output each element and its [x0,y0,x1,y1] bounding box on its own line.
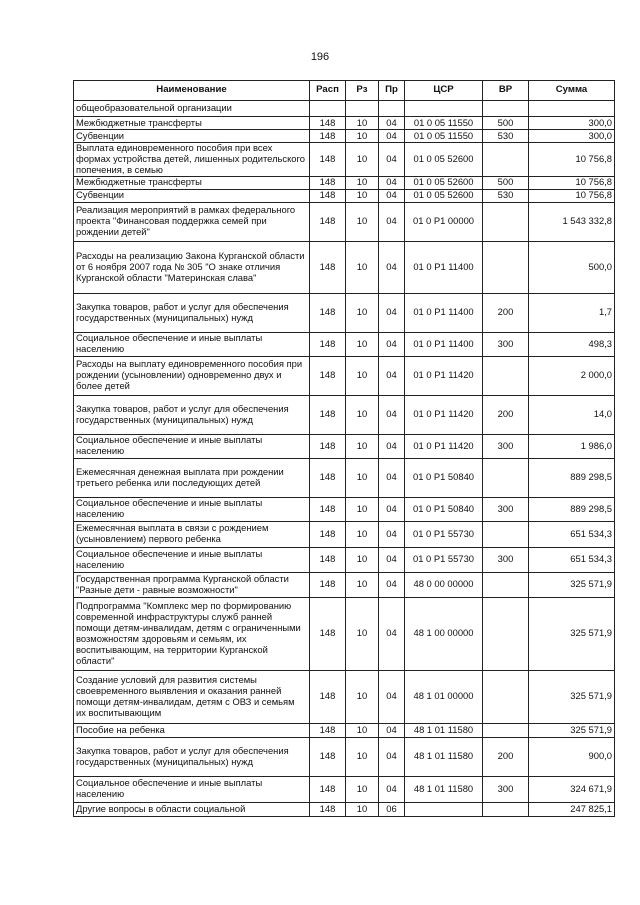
cell-csr: 01 0 P1 11400 [405,293,483,332]
cell-pr: 04 [379,458,405,497]
header-rz: Рз [346,81,379,101]
cell-pr: 04 [379,143,405,177]
table-row [74,176,615,189]
cell-vr: 200 [483,395,529,434]
cell-csr: 01 0 P1 11420 [405,395,483,434]
cell-name: общеобразовательной организации [74,101,310,117]
cell-pr: 04 [379,176,405,189]
cell-name: Межбюджетные трансферты [74,117,310,130]
cell-vr [483,802,529,816]
cell-rz: 10 [346,241,379,293]
cell-sum: 1,7 [529,293,615,332]
table-row [74,597,615,670]
cell-rz: 10 [346,723,379,737]
cell-vr: 500 [483,117,529,130]
cell-rasp: 148 [310,597,346,670]
cell-name: Закупка товаров, работ и услуг для обеспечения государственных (муниципальных) нужд [74,737,310,776]
table-row [74,395,615,434]
cell-rasp: 148 [310,723,346,737]
cell-pr: 04 [379,521,405,547]
table-row [74,332,615,356]
cell-rz: 10 [346,434,379,458]
cell-name: Субвенции [74,189,310,202]
cell-csr: 48 1 01 11580 [405,723,483,737]
cell-rz [346,101,379,117]
table-row [74,130,615,143]
cell-sum: 10 756,8 [529,176,615,189]
cell-rasp: 148 [310,776,346,802]
cell-csr: 48 1 01 11580 [405,776,483,802]
cell-pr: 04 [379,597,405,670]
cell-name: Реализация мероприятий в рамках федерального проекта "Финансовая поддержка семей при рождении детей" [74,202,310,241]
cell-vr [483,101,529,117]
header-sum: Сумма [529,81,615,101]
cell-rasp: 148 [310,332,346,356]
table-row [74,670,615,723]
cell-sum: 325 571,9 [529,597,615,670]
cell-csr: 01 0 P1 11400 [405,241,483,293]
table-row [74,189,615,202]
cell-rz: 10 [346,356,379,395]
cell-pr: 04 [379,356,405,395]
cell-pr: 04 [379,737,405,776]
table-row [74,458,615,497]
cell-rasp: 148 [310,572,346,597]
cell-csr: 01 0 P1 50840 [405,458,483,497]
cell-name: Социальное обеспечение и иные выплаты населению [74,497,310,521]
cell-rz: 10 [346,395,379,434]
cell-vr [483,723,529,737]
cell-pr: 04 [379,547,405,572]
cell-name: Пособие на ребенка [74,723,310,737]
cell-rz: 10 [346,737,379,776]
cell-csr: 01 0 P1 11420 [405,434,483,458]
table-row [74,356,615,395]
cell-vr: 300 [483,776,529,802]
cell-vr [483,356,529,395]
table-row [74,802,615,816]
cell-pr: 04 [379,497,405,521]
cell-sum: 325 571,9 [529,670,615,723]
cell-vr: 300 [483,497,529,521]
cell-pr: 04 [379,332,405,356]
cell-csr: 48 1 00 00000 [405,597,483,670]
cell-name: Субвенции [74,130,310,143]
cell-pr: 04 [379,434,405,458]
cell-rz: 10 [346,521,379,547]
cell-rasp: 148 [310,202,346,241]
cell-sum: 300,0 [529,117,615,130]
cell-rasp: 148 [310,737,346,776]
cell-rasp: 148 [310,356,346,395]
cell-sum: 889 298,5 [529,458,615,497]
cell-csr: 01 0 P1 11400 [405,332,483,356]
table-row [74,434,615,458]
cell-sum: 10 756,8 [529,143,615,177]
cell-rasp: 148 [310,802,346,816]
table-row [74,776,615,802]
cell-rasp: 148 [310,189,346,202]
cell-csr: 01 0 P1 00000 [405,202,483,241]
cell-name: Социальное обеспечение и иные выплаты населению [74,547,310,572]
table-row [74,737,615,776]
cell-name: Социальное обеспечение и иные выплаты населению [74,434,310,458]
cell-csr [405,802,483,816]
cell-rz: 10 [346,130,379,143]
cell-csr: 01 0 05 52600 [405,176,483,189]
cell-name: Ежемесячная денежная выплата при рождении третьего ребенка или последующих детей [74,458,310,497]
cell-name: Ежемесячная выплата в связи с рождением (усыновлением) первого ребенка [74,521,310,547]
cell-name: Закупка товаров, работ и услуг для обеспечения государственных (муниципальных) нужд [74,293,310,332]
cell-rasp: 148 [310,395,346,434]
cell-rasp: 148 [310,434,346,458]
cell-sum: 300,0 [529,130,615,143]
table-row [74,521,615,547]
cell-sum: 889 298,5 [529,497,615,521]
cell-vr: 530 [483,130,529,143]
table-row [74,497,615,521]
cell-rz: 10 [346,670,379,723]
header-vr: ВР [483,81,529,101]
cell-sum: 651 534,3 [529,547,615,572]
cell-rz: 10 [346,802,379,816]
cell-csr: 01 0 P1 55730 [405,547,483,572]
cell-pr: 04 [379,130,405,143]
cell-vr: 300 [483,332,529,356]
cell-name: Другие вопросы в области социальной [74,802,310,816]
table-body [74,101,615,817]
cell-sum: 247 825,1 [529,802,615,816]
header-name: Наименование [74,81,310,101]
cell-rz: 10 [346,332,379,356]
cell-vr: 300 [483,434,529,458]
cell-csr: 01 0 05 52600 [405,143,483,177]
table-row [74,101,615,117]
cell-rasp: 148 [310,670,346,723]
cell-sum [529,101,615,117]
cell-name: Межбюджетные трансферты [74,176,310,189]
table-row [74,723,615,737]
cell-rasp: 148 [310,497,346,521]
cell-sum: 324 671,9 [529,776,615,802]
cell-csr: 48 0 00 00000 [405,572,483,597]
cell-rz: 10 [346,458,379,497]
cell-pr: 04 [379,202,405,241]
cell-vr [483,241,529,293]
cell-rasp: 148 [310,293,346,332]
cell-vr [483,597,529,670]
page-number: 196 [310,51,330,63]
cell-vr: 530 [483,189,529,202]
header-csr: ЦСР [405,81,483,101]
cell-name: Социальное обеспечение и иные выплаты населению [74,776,310,802]
cell-csr: 01 0 05 11550 [405,130,483,143]
cell-name: Социальное обеспечение и иные выплаты населению [74,332,310,356]
cell-pr: 04 [379,117,405,130]
cell-pr: 04 [379,670,405,723]
cell-sum: 2 000,0 [529,356,615,395]
cell-pr: 04 [379,293,405,332]
cell-sum: 325 571,9 [529,723,615,737]
table-header-row [74,81,615,101]
cell-pr: 04 [379,395,405,434]
cell-pr: 04 [379,241,405,293]
header-pr: Пр [379,81,405,101]
table-row [74,547,615,572]
cell-rasp: 148 [310,547,346,572]
cell-pr: 04 [379,189,405,202]
cell-rz: 10 [346,176,379,189]
cell-csr: 01 0 P1 55730 [405,521,483,547]
cell-sum: 500,0 [529,241,615,293]
cell-vr [483,143,529,177]
cell-rz: 10 [346,776,379,802]
cell-rasp: 148 [310,117,346,130]
cell-csr [405,101,483,117]
cell-rasp: 148 [310,176,346,189]
cell-pr: 04 [379,572,405,597]
cell-pr [379,101,405,117]
cell-csr: 01 0 P1 50840 [405,497,483,521]
header-rasp: Расп [310,81,346,101]
cell-rz: 10 [346,189,379,202]
cell-sum: 14,0 [529,395,615,434]
cell-pr: 06 [379,802,405,816]
table-row [74,241,615,293]
cell-rasp: 148 [310,241,346,293]
cell-rz: 10 [346,143,379,177]
cell-sum: 10 756,8 [529,189,615,202]
cell-pr: 04 [379,776,405,802]
cell-csr: 48 1 01 11580 [405,737,483,776]
cell-sum: 1 543 332,8 [529,202,615,241]
cell-rasp: 148 [310,521,346,547]
cell-rasp: 148 [310,130,346,143]
cell-vr [483,670,529,723]
cell-rz: 10 [346,117,379,130]
cell-sum: 1 986,0 [529,434,615,458]
cell-csr: 01 0 05 11550 [405,117,483,130]
cell-name: Создание условий для развития системы своевременного выявления и оказания ранней помощи детям-инвалидам, детям с ОВЗ и семьям их воспитывающим [74,670,310,723]
table-row [74,202,615,241]
cell-rz: 10 [346,497,379,521]
cell-vr [483,458,529,497]
cell-rasp [310,101,346,117]
cell-rz: 10 [346,547,379,572]
budget-table [73,80,615,817]
cell-pr: 04 [379,723,405,737]
cell-rz: 10 [346,293,379,332]
cell-sum: 651 534,3 [529,521,615,547]
cell-vr [483,572,529,597]
cell-rz: 10 [346,202,379,241]
table-row [74,117,615,130]
cell-name: Подпрограмма "Комплекс мер по формированию современной инфраструктуры служб ранней помощи детям-инвалидам, детям с ограниченными возможностям здоровьям и семьям, их воспитывающим, на территории Курганской области" [74,597,310,670]
table-row [74,143,615,177]
cell-vr: 200 [483,293,529,332]
cell-name: Закупка товаров, работ и услуг для обеспечения государственных (муниципальных) нужд [74,395,310,434]
cell-rasp: 148 [310,458,346,497]
cell-vr: 500 [483,176,529,189]
table-row [74,293,615,332]
cell-sum: 900,0 [529,737,615,776]
cell-csr: 48 1 01 00000 [405,670,483,723]
cell-vr [483,202,529,241]
cell-vr: 300 [483,547,529,572]
cell-name: Расходы на выплату единовременного пособия при рождении (усыновлении) одновременно двух и более детей [74,356,310,395]
cell-name: Государственная программа Курганской области "Разные дети - равные возможности" [74,572,310,597]
cell-vr: 200 [483,737,529,776]
cell-rz: 10 [346,572,379,597]
cell-sum: 498,3 [529,332,615,356]
cell-csr: 01 0 05 52600 [405,189,483,202]
table-row [74,572,615,597]
cell-rz: 10 [346,597,379,670]
cell-csr: 01 0 P1 11420 [405,356,483,395]
cell-name: Расходы на реализацию Закона Курганской области от 6 ноября 2007 года № 305 "О знаке отличия Курганской области "Материнская слава" [74,241,310,293]
cell-vr [483,521,529,547]
cell-sum: 325 571,9 [529,572,615,597]
cell-name: Выплата единовременного пособия при всех формах устройства детей, лишенных родительского попечения, в семью [74,143,310,177]
cell-rasp: 148 [310,143,346,177]
